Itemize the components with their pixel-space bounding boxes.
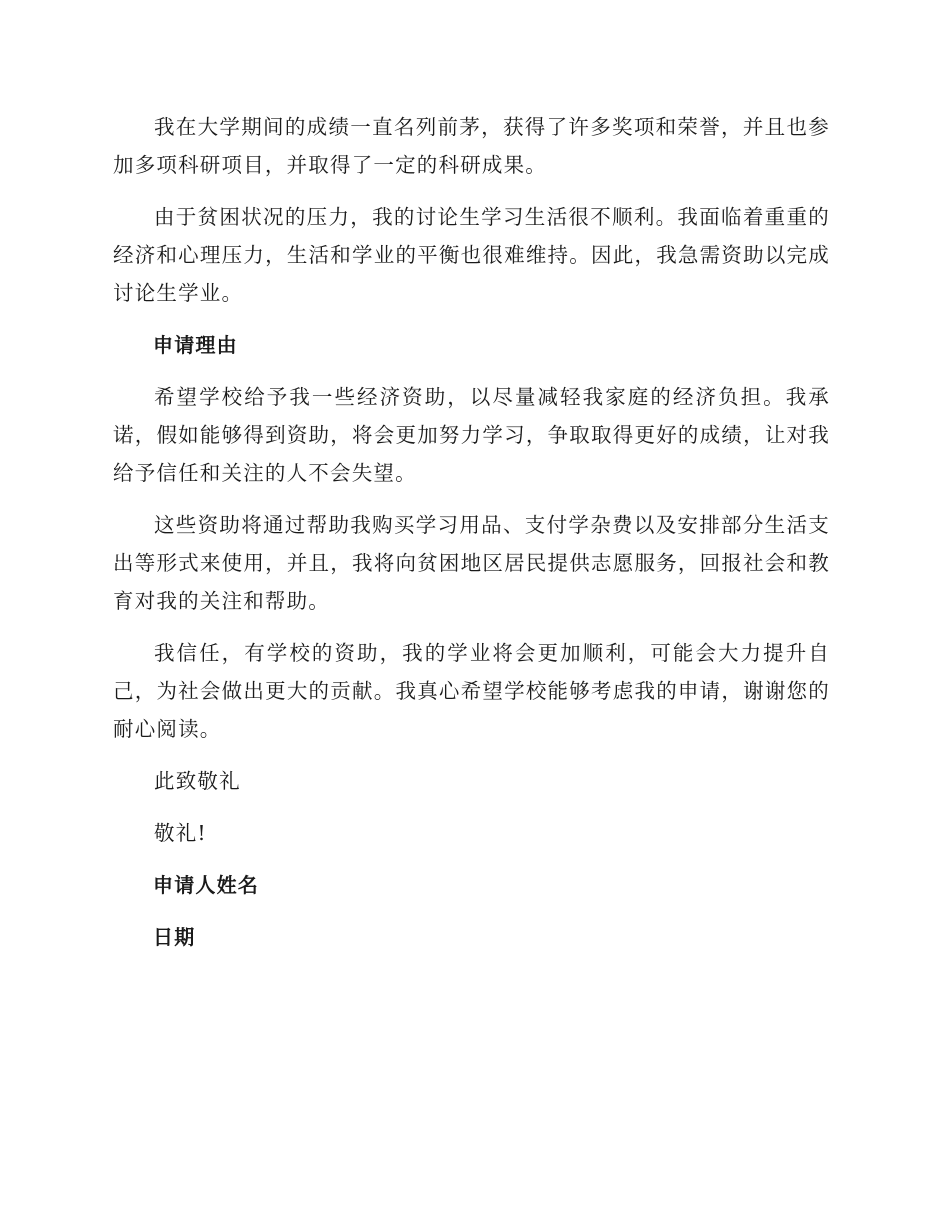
paragraph-hardship: 由于贫困状况的压力，我的讨论生学习生活很不顺利。我面临着重重的经济和心理压力，生活和学业的平衡也很难维持。因此，我急需资助以完成讨论生学业。 xyxy=(113,205,830,305)
applicant-name-label: 申请人姓名 xyxy=(153,873,259,897)
paragraph-request: 希望学校给予我一些经济资助，以尽量减轻我家庭的经济负担。我承诺，假如能够得到资助，将会更加努力学习，争取取得更好的成绩，让对我给予信任和关注的人不会失望。 xyxy=(113,385,830,485)
paragraph-achievements: 我在大学期间的成绩一直名列前茅，获得了许多奖项和荣誉，并且也参加多项科研项目，并取得了一定的科研成果。 xyxy=(113,115,830,177)
paragraph-usage: 这些资助将通过帮助我购买学习用品、支付学杂费以及安排部分生活支出等形式来使用，并且，我将向贫困地区居民提供志愿服务，回报社会和教育对我的关注和帮助。 xyxy=(113,513,830,613)
document-body xyxy=(113,108,830,970)
section-heading-reason: 申请理由 xyxy=(153,333,238,357)
closing-salutation: 此致敬礼 xyxy=(154,769,241,793)
date-label: 日期 xyxy=(153,925,196,949)
paragraph-conclusion: 我信任，有学校的资助，我的学业将会更加顺利，可能会大力提升自己，为社会做出更大的贡献。我真心希望学校能够考虑我的申请，谢谢您的耐心阅读。 xyxy=(113,641,830,741)
closing-regards: 敬礼! xyxy=(154,821,207,845)
